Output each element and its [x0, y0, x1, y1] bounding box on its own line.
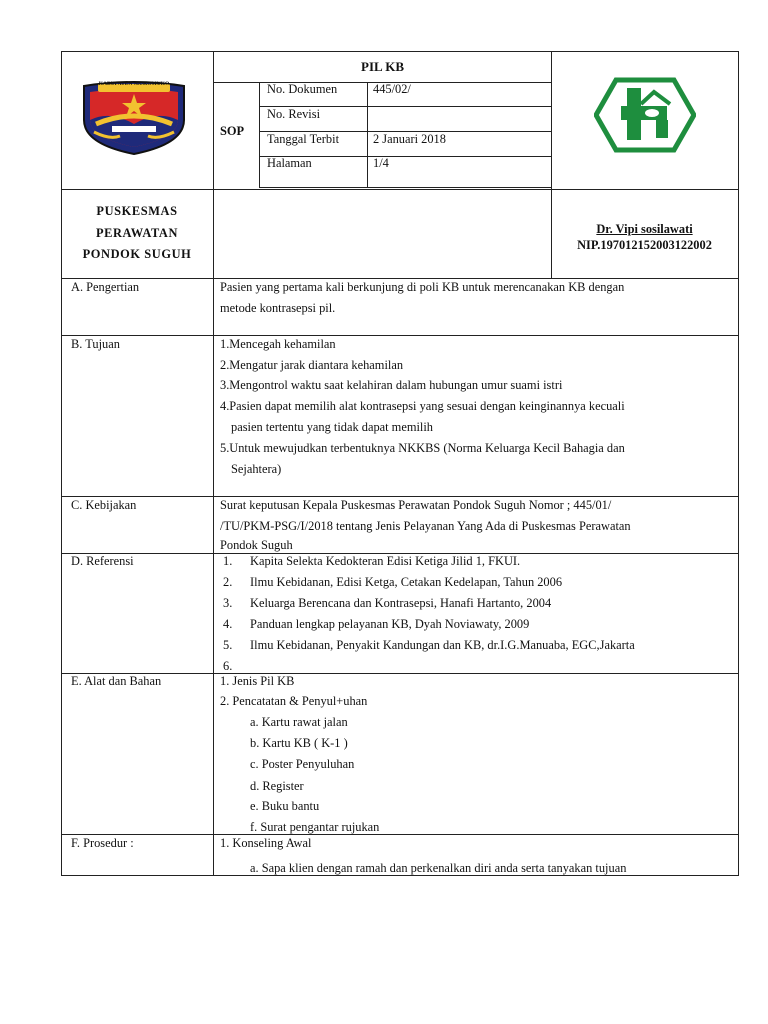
- halaman-value: 1/4: [373, 156, 389, 170]
- puskesmas-logo: [594, 76, 696, 154]
- table-border-left: [61, 51, 62, 876]
- section-rule-f: [61, 834, 739, 835]
- table-border-right: [738, 51, 739, 876]
- tanggal-terbit-value: 2 Januari 2018: [373, 132, 446, 146]
- referensi-num-2: 2.: [223, 575, 233, 589]
- header-rule-4: [259, 187, 552, 188]
- column-rule-values: [367, 82, 368, 188]
- alat-sub-c: c. Poster Penyuluhan: [250, 757, 355, 771]
- tujuan-line-6: 5.Untuk mewujudkan terbentuknya NKKBS (Norma Keluarga Kecil Bahagia dan: [220, 441, 625, 455]
- section-rule-a: [61, 278, 739, 279]
- section-rule-b: [61, 335, 739, 336]
- alat-sub-a: a. Kartu rawat jalan: [250, 715, 348, 729]
- referensi-item-2: Ilmu Kebidanan, Edisi Ketga, Cetakan Kedelapan, Tahun 2006: [250, 575, 563, 589]
- referensi-num-5: 5.: [223, 638, 233, 652]
- referensi-item-5: Ilmu Kebidanan, Penyakit Kandungan dan KB, dr.I.G.Manuaba, EGC,Jakarta: [250, 638, 635, 652]
- table-border-top: [61, 51, 739, 52]
- tujuan-line-2: 2.Mengatur jarak diantara kehamilan: [220, 358, 404, 372]
- sop-label: SOP: [220, 124, 245, 138]
- alat-line-1: 1. Jenis Pil KB: [220, 674, 295, 688]
- section-label-kebijakan: C. Kebijakan: [71, 498, 137, 512]
- alat-sub-e: e. Buku bantu: [250, 799, 320, 813]
- document-title: PIL KB: [361, 59, 404, 74]
- section-label-tujuan: B. Tujuan: [71, 337, 120, 351]
- referensi-item-3: Keluarga Berencana dan Kontrasepsi, Hanafi Hartanto, 2004: [250, 596, 552, 610]
- tujuan-line-4: 4.Pasien dapat memilih alat kontrasepsi yang sesuai dengan keinginannya kecuali: [220, 399, 625, 413]
- section-label-prosedur: F. Prosedur :: [71, 836, 134, 850]
- tanggal-terbit-label: Tanggal Terbit: [267, 132, 340, 146]
- header-rule-bottom: [61, 189, 739, 190]
- tujuan-line-7: Sejahtera): [231, 462, 282, 476]
- no-dokumen-label: No. Dokumen: [267, 82, 338, 96]
- section-rule-c: [61, 496, 739, 497]
- signer-nip: NIP.197012152003122002: [577, 238, 712, 252]
- section-rule-e: [61, 673, 739, 674]
- tujuan-line-1: 1.Mencegah kehamilan: [220, 337, 336, 351]
- referensi-num-1: 1.: [223, 554, 233, 568]
- referensi-overflow: 6.: [223, 659, 233, 673]
- halaman-label: Halaman: [267, 156, 312, 170]
- alat-sub-f: f. Surat pengantar rujukan: [250, 820, 380, 834]
- tujuan-line-3: 3.Mengontrol waktu saat kelahiran dalam hubungan umur suami istri: [220, 378, 563, 392]
- alat-sub-d: d. Register: [250, 779, 304, 793]
- prosedur-sub-a: a. Sapa klien dengan ramah dan perkenalkan diri anda serta tanyakan tujuan: [250, 861, 627, 875]
- org-name-line-1: PUSKESMAS: [96, 204, 178, 218]
- section-label-alat: E. Alat dan Bahan: [71, 674, 162, 688]
- org-name-line-2: PERAWATAN: [95, 226, 179, 240]
- prosedur-line-1: 1. Konseling Awal: [220, 836, 312, 850]
- pengertian-line-1: Pasien yang pertama kali berkunjung di poli KB untuk merencanakan KB dengan: [220, 280, 625, 294]
- column-rule-main: [213, 51, 214, 876]
- kebijakan-line-2: /TU/PKM-PSG/I/2018 tentang Jenis Pelayanan Yang Ada di Puskesmas Perawatan: [220, 519, 631, 533]
- column-rule-sop: [259, 82, 260, 188]
- no-revisi-label: No. Revisi: [267, 107, 321, 121]
- kabupaten-mukomuko-logo: [80, 80, 188, 156]
- kebijakan-line-3: Pondok Suguh: [220, 538, 293, 552]
- alat-sub-b: b. Kartu KB ( K-1 ): [250, 736, 348, 750]
- referensi-num-4: 4.: [223, 617, 233, 631]
- referensi-num-3: 3.: [223, 596, 233, 610]
- kebijakan-line-1: Surat keputusan Kepala Puskesmas Perawatan Pondok Suguh Nomor ; 445/01/: [220, 498, 612, 512]
- left-logo-banner-text: KABUPATEN MUKOMUKO: [98, 81, 170, 87]
- referensi-item-4: Panduan lengkap pelayanan KB, Dyah Noviawaty, 2009: [250, 617, 530, 631]
- section-label-referensi: D. Referensi: [71, 554, 134, 568]
- alat-line-2: 2. Pencatatan & Penyul+uhan: [220, 694, 368, 708]
- no-dokumen-value: 445/02/: [373, 82, 411, 96]
- tujuan-line-5: pasien tertentu yang tidak dapat memilih: [231, 420, 433, 434]
- pengertian-line-2: metode kontrasepsi pil.: [220, 301, 336, 315]
- org-name-line-3: PONDOK SUGUH: [82, 247, 192, 261]
- referensi-item-1: Kapita Selekta Kedokteran Edisi Ketiga Jilid 1, FKUI.: [250, 554, 521, 568]
- signer-name: Dr. Vipi sosilawati: [596, 222, 693, 236]
- section-label-pengertian: A. Pengertian: [71, 280, 140, 294]
